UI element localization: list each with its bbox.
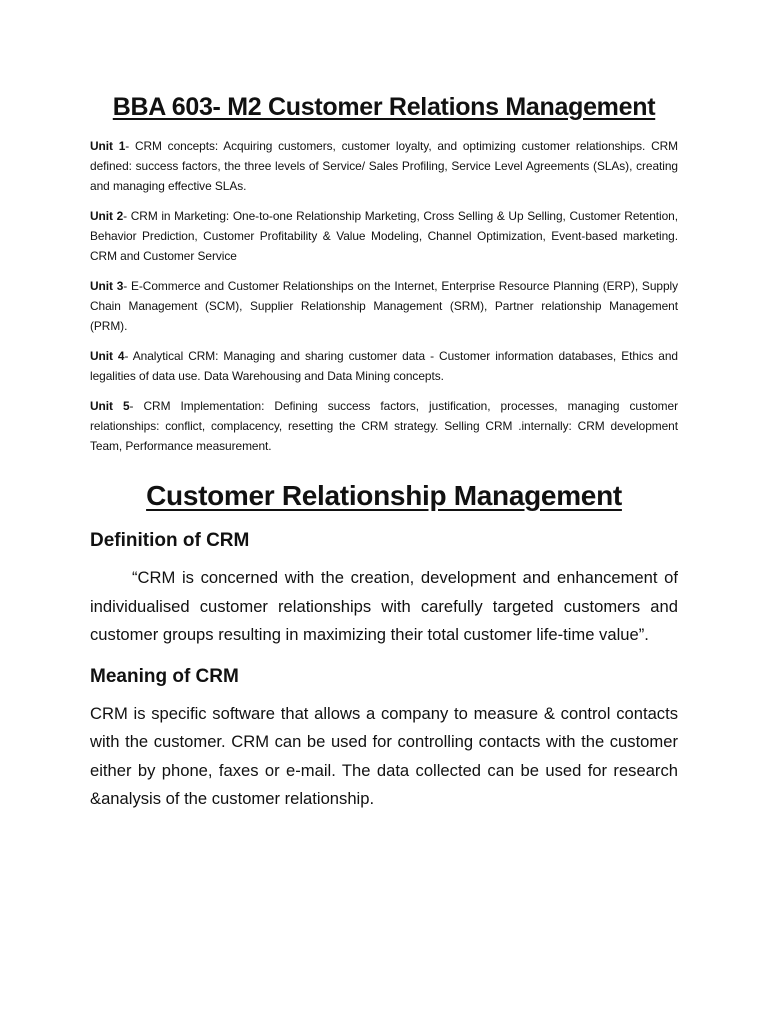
definition-heading: Definition of CRM	[90, 530, 250, 551]
unit-text: - CRM in Marketing: One-to-one Relationship Marketing, Cross Selling & Up Selling, Customer Retention, Behavior Prediction, Customer Profitability & Value Modeling, Channel Optimization, Event-based marketing. CRM and Customer Service	[90, 209, 678, 263]
unit-2	[90, 206, 678, 266]
unit-text: - CRM Implementation: Defining success factors, justification, processes, managing customer relationships: conflict, complacency, resetting the CRM strategy. Selling CRM .internally: CRM development Team, Performance measurement.	[90, 399, 678, 453]
unit-label: Unit 3	[90, 279, 124, 293]
unit-label: Unit 2	[90, 209, 124, 223]
meaning-heading: Meaning of CRM	[90, 665, 239, 687]
unit-text: - CRM concepts: Acquiring customers, customer loyalty, and optimizing customer relationships. CRM defined: success factors, the three levels of Service/ Sales Profiling, Service Level Agreements (SLAs), creating and managing effective SLAs.	[90, 139, 678, 193]
unit-3	[90, 276, 678, 336]
unit-text: - Analytical CRM: Managing and sharing customer data - Customer information databases, Ethics and legalities of data use. Data Warehousing and Data Mining concepts.	[90, 349, 678, 383]
meaning-paragraph: CRM is specific software that allows a company to measure & control contacts with the customer. CRM can be used for controlling contacts with the customer either by phone, faxes or e-mail. The data collected can be used for research &analysis of the customer relationship.	[90, 703, 678, 808]
document-title: BBA 603- M2 Customer Relations Management	[112, 93, 656, 121]
syllabus-units	[90, 136, 678, 456]
unit-4	[90, 346, 678, 386]
section-title: Customer Relationship Management	[146, 480, 622, 511]
unit-text: - E-Commerce and Customer Relationships on the Internet, Enterprise Resource Planning (ERP), Supply Chain Management (SCM), Supplier Relationship Management (SRM), Partner relationship Management (PRM).	[90, 279, 678, 333]
unit-5	[90, 396, 678, 456]
unit-label: Unit 1	[90, 139, 126, 153]
unit-label: Unit 5	[90, 399, 130, 413]
unit-label: Unit 4	[90, 349, 125, 363]
unit-1	[90, 136, 678, 196]
definition-paragraph: “CRM is concerned with the creation, development and enhancement of individualised customer relationships with carefully targeted customers and customer groups resulting in maximizing their total customer life-time value”.	[90, 568, 678, 644]
